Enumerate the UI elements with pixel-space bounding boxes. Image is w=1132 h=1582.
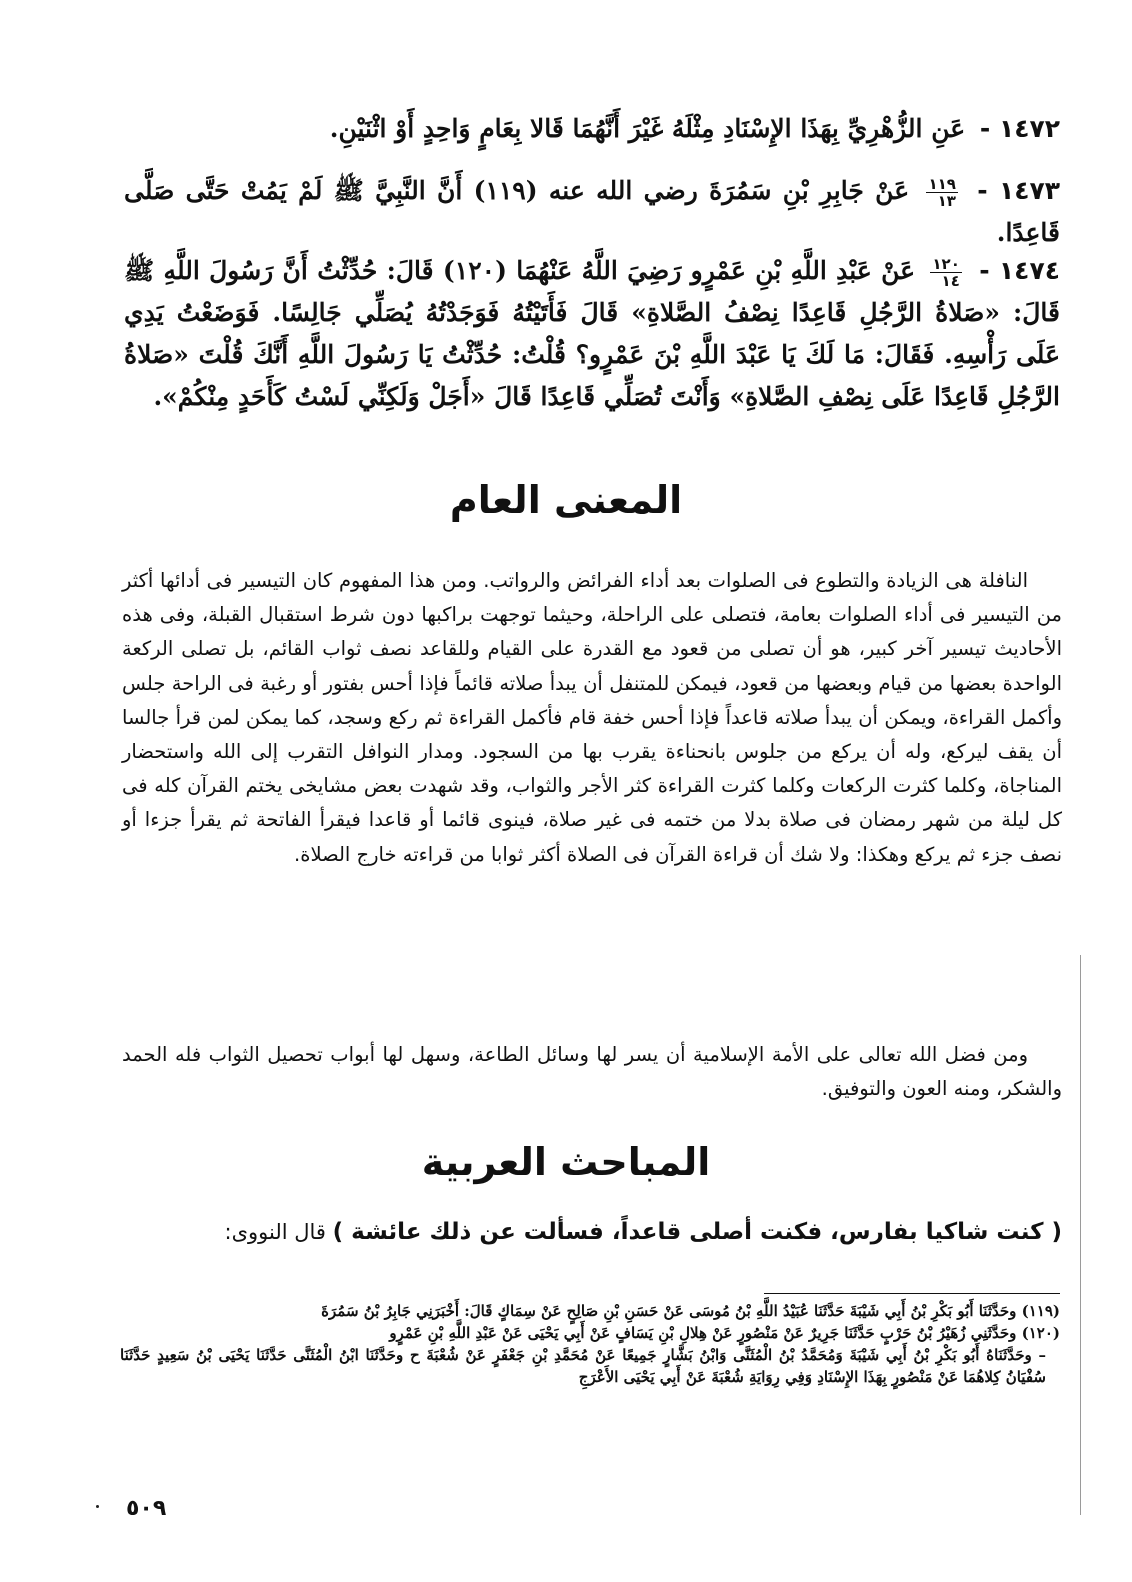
footnote-120-continuation: – وحَدَّثَنَاهُ أَبُو بَكْرِ بْنُ أَبِي شَيْبَةَ وَمُحَمَّدُ بْنُ الْمُثَنَّى وَابْنُ بَشَّارٍ جَمِيعًا عَنْ مُحَمَّدِ بْنِ جَعْفَرٍ عَنْ شُعْبَةَ ح وحَدَّثَنَا ابْنُ الْمُثَنَّى حَدَّثَنَا يَحْيَى بْنُ سَعِيدٍ حَدَّثَنَا سُفْيَانُ كِلاهُمَا عَنْ مَنْصُورٍ بِهَذَا الإِسْنَادِ وَفِي رِوَايَةِ شُعْبَةَ عَنْ أَبِي يَحْيَى الأَعْرَجِ [120, 1346, 1046, 1386]
fraction-bottom: ١٤ [941, 272, 960, 290]
hadith-number: ١٤٧٤ - [979, 256, 1060, 285]
hadith-1474 [124, 250, 1060, 418]
hadith-text: عَنِ الزُّهْرِيِّ بِهَذَا الإِسْنَادِ مِثْلَهُ غَيْرَ أَنَّهُمَا قَالا بِعَامٍ وَاحِدٍ أَوْ اثْنَيْنِ. [329, 114, 966, 143]
fraction-bottom: ١٣ [937, 192, 956, 210]
footnote-divider [764, 1293, 1060, 1294]
hadith-text: عَنْ جَابِرِ بْنِ سَمُرَةَ رضي الله عنه (١١٩) أَنَّ النَّبِيَّ ﷺ لَمْ يَمُتْ حَتَّى صَلَّى قَاعِدًا. [124, 176, 1060, 247]
footnote-119: (١١٩) وحَدَّثَنَا أَبُو بَكْرِ بْنُ أَبِي شَيْبَةَ حَدَّثَنَا عُبَيْدُ اللَّهِ بْنُ مُوسَى عَنْ حَسَنِ بْنِ صَالِحٍ عَنْ سِمَاكٍ قَالَ: أَخْبَرَنِي جَابِرُ بْنُ سَمُرَةَ [321, 1302, 1060, 1320]
hadith-number: ١٤٧٢ - [979, 114, 1060, 143]
paragraph: ومن فضل الله تعالى على الأمة الإسلامية أن يسر لها وسائل الطاعة، وسهل لها أبواب تحصيل الثواب فله الحمد والشكر، ومنه العون والتوفيق. [122, 1043, 1062, 1101]
fraction-top: ١٢٠ [932, 255, 960, 273]
fraction-top: ١١٩ [928, 175, 956, 193]
hadith-fraction [930, 256, 961, 289]
hadith-fraction [926, 176, 957, 209]
hadith-text: عَنْ عَبْدِ اللَّهِ بْنِ عَمْرٍو رَضِيَ اللَّهُ عَنْهُمَا (١٢٠) قَالَ: حُدِّثْتُ أَنَّ رَسُولَ اللَّهِ ﷺ قَالَ: «صَلاةُ الرَّجُلِ قَاعِدًا نِصْفُ الصَّلاةِ» قَالَ فَأَتَيْتُهُ فَوَجَدْتُهُ يُصَلِّي جَالِسًا. فَوَضَعْتُ يَدِي عَلَى رَأْسِهِ. فَقَالَ: مَا لَكَ يَا عَبْدَ اللَّهِ بْنَ عَمْرٍو؟ قُلْتُ: حُدِّثْتُ يَا رَسُولَ اللَّهِ أَنَّكَ قُلْتَ «صَلاةُ الرَّجُلِ قَاعِدًا عَلَى نِصْفِ الصَّلاةِ» وَأَنْتَ تُصَلِّي قَاعِدًا قَالَ «أَجَلْ وَلَكِنِّي لَسْتُ كَأَحَدٍ مِنْكُمْ». [124, 256, 1060, 411]
page-number: ٥٠٩ [126, 1496, 167, 1521]
quoted-phrase: ( كنت شاكيا بفارس، فكنت أصلى قاعداً، فسألت عن ذلك عائشة ) [332, 1219, 1062, 1245]
footnote-120: (١٢٠) وحَدَّثَنِي زُهَيْرُ بْنُ حَرْبٍ حَدَّثَنَا جَرِيرٌ عَنْ مَنْصُورٍ عَنْ هِلالِ بْنِ يَسَافٍ عَنْ أَبِي يَحْيَى عَنْ عَبْدِ اللَّهِ بْنِ عَمْرٍو [389, 1324, 1060, 1342]
section-heading-arabic-topics: المباحث العربية [421, 1140, 711, 1184]
scan-speck [96, 1505, 99, 1508]
hadith-1472 [124, 108, 1060, 150]
paragraph: النافلة هى الزيادة والتطوع فى الصلوات بعد أداء الفرائض والرواتب. ومن هذا المفهوم كان التيسير فى أدائها أكثر من التيسير فى أداء الصلوات بعامة، فتصلى على الراحلة، وحيثما توجهت براكبها دون شرط استقبال القبلة، وفى هذه الأحاديث تيسير آخر كبير، هو أن تصلى من قعود مع القدرة على القيام وللقاعد نصف ثواب القائم، بل تصلى الركعة الواحدة بعضها من قيام وبعضها من قعود، فيمكن للمتنفل أن يبدأ صلاته قائماً فإذا أحس بفتور أو رغبة فى الراحة جلس وأكمل القراءة، ويمكن أن يبدأ صلاته قاعداً فإذا أحس خفة قام فأكمل القراءة ثم ركع وسجد، كما يمكن لمن قرأ جالسا أن يقف ليركع، وله أن يركع من جلوس بانحناءة يقرب بها من السجود. ومدار النوافل التقرب إلى الله واستحضار المناجاة، وكلما كثرت الركعات وكلما كثرت القراءة كثر الأجر والثواب، وقد شهدت بعض مشايخى يختم القرآن كله فى كل ليلة من شهر رمضان فى صلاة بدلا من ختمه فى غير صلاة، فينوى قائما أو قاعدا فيقرأ الفاتحة ثم يقرأ جزءا أو نصف جزء ثم يركع وهكذا: ولا شك أن قراءة القرآن فى الصلاة أكثر ثوابا من قراءته خارج الصلاة. [122, 569, 1062, 866]
scan-margin-line [1080, 955, 1081, 1515]
hadith-number: ١٤٧٣ - [977, 176, 1060, 205]
commentator-label: قال النووى: [224, 1220, 326, 1244]
quoted-phrase-line [122, 1212, 1062, 1252]
section-heading-general-meaning: المعنى العام [449, 478, 683, 522]
hadith-1473 [124, 170, 1060, 254]
